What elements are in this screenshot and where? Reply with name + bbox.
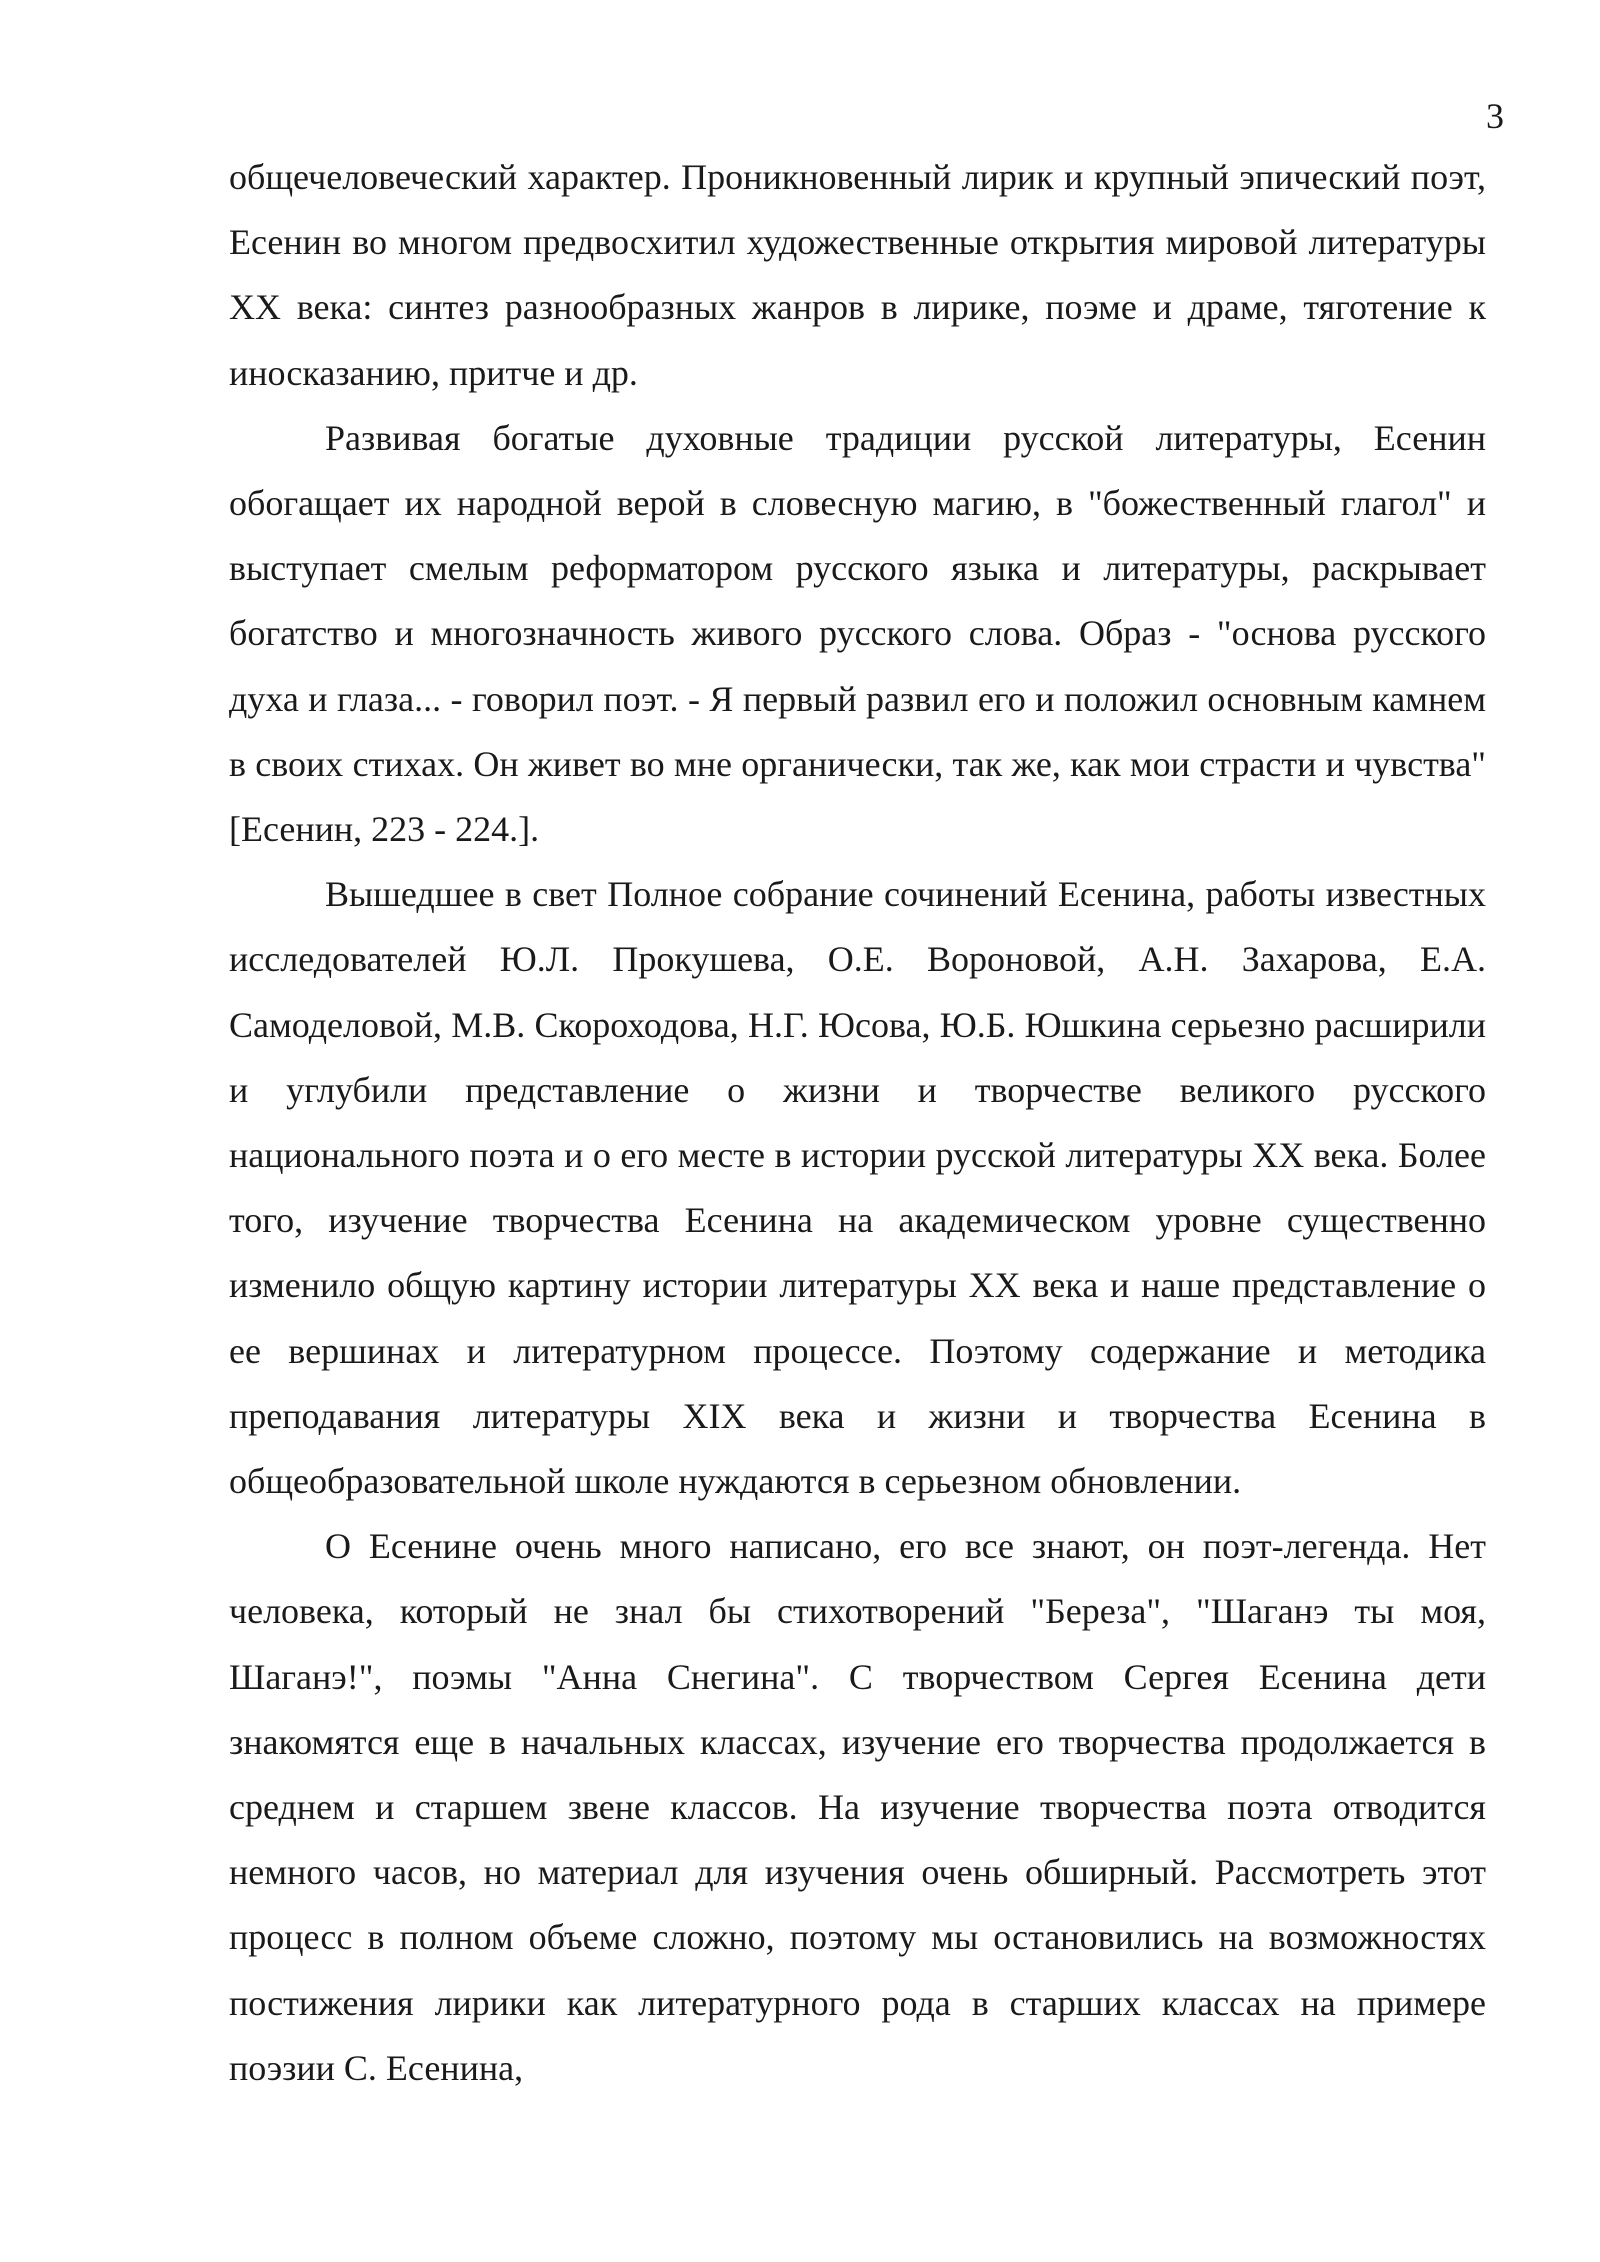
body-text <box>229 145 1486 2101</box>
paragraph-2: Развивая богатые духовные традиции русской литературы, Есенин обогащает их народной верой в словесную магию, в "божественный глагол" и выступает смелым реформатором русского языка и литературы, раскрывает богатство и многозначность живого русского слова. Образ - "основа русского духа и глаза... - говорил поэт. - Я первый развил его и положил основным камнем в своих стихах. Он живет во мне органически, так же, как мои страсти и чувства" [Есенин, 223 - 224.]. <box>229 417 1486 850</box>
paragraph-4: О Есенине очень много написано, его все знают, он поэт-легенда. Нет человека, который не знал бы стихотворений "Береза", "Шаганэ ты моя, Шаганэ!", поэмы "Анна Снегина". С творчеством Сергея Есенина дети знакомятся еще в начальных классах, изучение его творчества продолжается в среднем и старшем звене классов. На изучение творчества поэта отводится немного часов, но материал для изучения очень обширный. Рассмотреть этот процесс в полном объеме сложно, поэтому мы остановились на возможностях постижения лирики как литературного рода в старших классах на примере поэзии С. Есенина, <box>229 1526 1486 2088</box>
page-number: 3 <box>1486 96 1504 136</box>
paragraph-3: Вышедшее в свет Полное собрание сочинений Есенина, работы известных исследователей Ю.Л. Прокушева, О.Е. Вороновой, А.Н. Захарова, Е.А. Самоделовой, М.В. Скороходова, Н.Г. Юсова, Ю.Б. Юшкина серьезно расширили и углубили представление о жизни и творчестве великого русского национального поэта и о его месте в истории русской литературы XX века. Более того, изучение творчества Есенина на академическом уровне существенно изменило общую картину истории литературы XX века и наше представление о ее вершинах и литературном процессе. Поэтому содержание и методика преподавания литературы XIX века и жизни и творчества Есенина в общеобразовательной школе нуждаются в серьезном обновлении. <box>229 874 1486 1502</box>
paragraph-1: общечеловеческий характер. Проникновенный лирик и крупный эпический поэт, Есенин во многом предвосхитил художественные открытия мировой литературы XX века: синтез разнообразных жанров в лирике, поэме и драме, тяготение к иносказанию, притче и др. <box>229 157 1486 393</box>
